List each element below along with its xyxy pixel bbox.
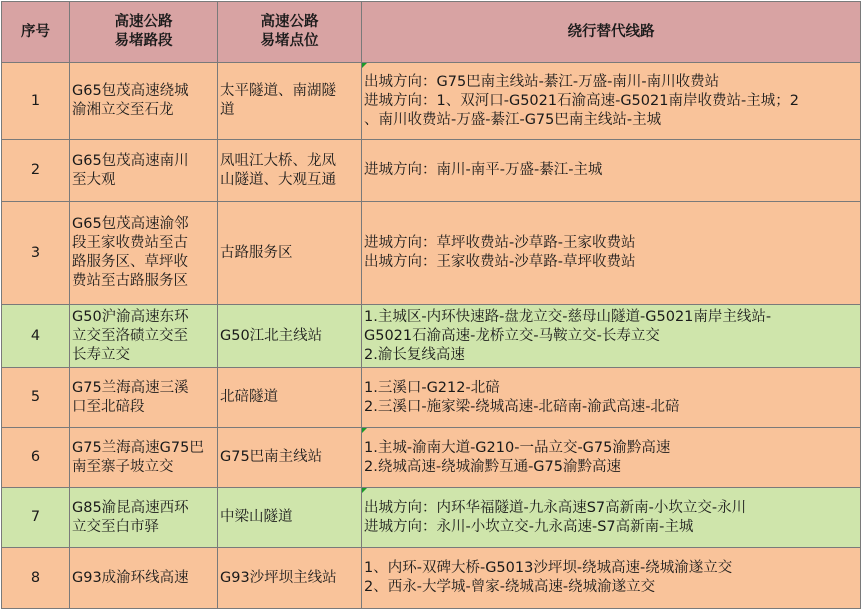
row-point: 太平隧道、南湖隧 道 [218, 63, 362, 140]
table-row [2, 548, 861, 609]
header-section: 高速公路 易堵路段 [70, 2, 218, 63]
row-point: 古路服务区 [218, 202, 362, 305]
row-route: 1.主城-渝南大道-G210-一品立交-G75渝黔高速 2.绕城高速-绕城渝黔互通-G75渝黔高速 [362, 428, 861, 488]
header-index: 序号 [2, 2, 70, 63]
cell-comment-marker [362, 488, 367, 493]
row-index: 3 [2, 202, 70, 305]
row-section: G65包茂高速绕城 渝湘立交至石龙 [70, 63, 218, 140]
row-index: 5 [2, 368, 70, 428]
row-section: G50沪渝高速东环 立交至洛碛立交至 长寿立交 [70, 305, 218, 368]
row-point: G93沙坪坝主线站 [218, 548, 362, 609]
row-section: G75兰海高速G75巴 南至寨子坡立交 [70, 428, 218, 488]
detour-routes-table [1, 1, 861, 609]
row-section: G65包茂高速渝邻 段王家收费站至古 路服务区、草坪收 费站至古路服务区 [70, 202, 218, 305]
cell-comment-marker [362, 428, 367, 433]
row-index: 7 [2, 488, 70, 548]
row-route: 1、内环-双碑大桥-G5013沙坪坝-绕城高速-绕城渝遂立交 2、西永-大学城-曾家-绕城高速-绕城渝遂立交 [362, 548, 861, 609]
table-row [2, 140, 861, 202]
table-row [2, 202, 861, 305]
row-point: 凤咀江大桥、龙凤 山隧道、大观互通 [218, 140, 362, 202]
row-route: 出城方向：内环华福隧道-九永高速S7高新南-小坎立交-永川 进城方向：永川-小坎立交-九永高速-S7高新南-主城 [362, 488, 861, 548]
table-row [2, 428, 861, 488]
row-point: 中梁山隧道 [218, 488, 362, 548]
row-index: 1 [2, 63, 70, 140]
row-section: G75兰海高速三溪 口至北碚段 [70, 368, 218, 428]
row-index: 8 [2, 548, 70, 609]
cell-comment-marker [362, 63, 367, 68]
row-route: 1.主城区-内环快速路-盘龙立交-慈母山隧道-G5021南岸主线站- G5021石渝高速-龙桥立交-马鞍立交-长寿立交 2.渝长复线高速 [362, 305, 861, 368]
header-point: 高速公路 易堵点位 [218, 2, 362, 63]
row-section: G85渝昆高速西环 立交至白市驿 [70, 488, 218, 548]
row-point: G75巴南主线站 [218, 428, 362, 488]
row-point: 北碚隧道 [218, 368, 362, 428]
header-row [2, 2, 861, 63]
table-row [2, 63, 861, 140]
table-row [2, 305, 861, 368]
row-route: 出城方向：G75巴南主线站-綦江-万盛-南川-南川收费站 进城方向：1、双河口-G5021石渝高速-G5021南岸收费站-主城；2 、南川收费站-万盛-綦江-G75巴南主线站-主城 [362, 63, 861, 140]
row-section: G93成渝环线高速 [70, 548, 218, 609]
table-row [2, 488, 861, 548]
row-route: 1.三溪口-G212-北碚 2.三溪口-施家梁-绕城高速-北碚南-渝武高速-北碚 [362, 368, 861, 428]
table-row [2, 368, 861, 428]
header-route: 绕行替代线路 [362, 2, 861, 63]
row-route: 进城方向：南川-南平-万盛-綦江-主城 [362, 140, 861, 202]
row-index: 2 [2, 140, 70, 202]
row-section: G65包茂高速南川 至大观 [70, 140, 218, 202]
row-index: 6 [2, 428, 70, 488]
row-point: G50江北主线站 [218, 305, 362, 368]
row-route: 进城方向：草坪收费站-沙草路-王家收费站 出城方向：王家收费站-沙草路-草坪收费站 [362, 202, 861, 305]
row-index: 4 [2, 305, 70, 368]
